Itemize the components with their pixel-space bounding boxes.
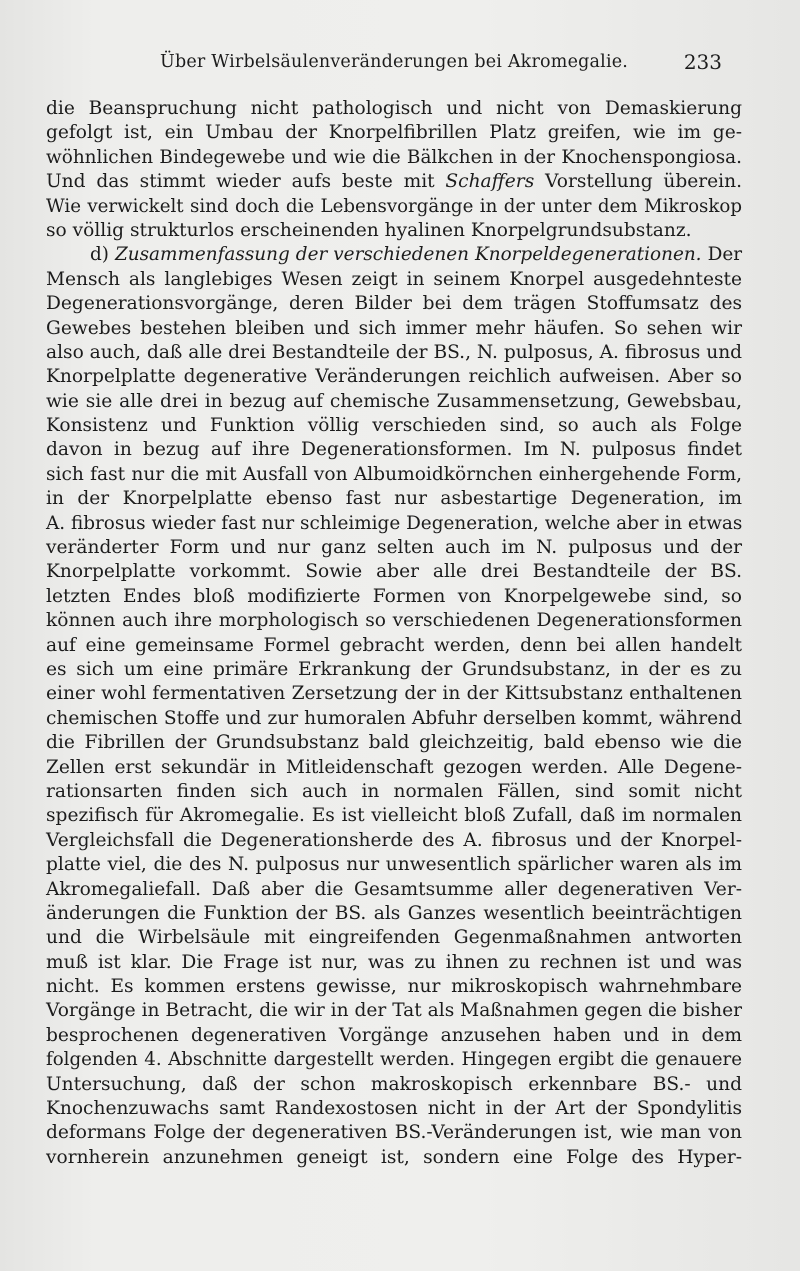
italic-emphasis: Zusammenfassung der verschiedenen Knorpeldegenerationen.	[115, 244, 702, 266]
text-line: Vorgänge in Betracht, die wir in der Tat als Maßnahmen gegen die bisher	[46, 1000, 742, 1022]
text-line: in der Knorpelplatte ebenso fast nur asbestartige Degeneration, im	[46, 488, 742, 510]
text-line	[46, 243, 742, 267]
text-line: rationsarten finden sich auch in normalen Fällen, sind somit nicht	[46, 780, 742, 802]
text-line: deformans Folge der degenerativen BS.-Veränderungen ist, wie man von	[46, 1122, 742, 1144]
text-line: sich fast nur die mit Ausfall von Albumoidkörnchen einhergehende Form,	[46, 463, 742, 485]
text-line: A. fibrosus wieder fast nur schleimige Degeneration, welche aber in etwas	[46, 512, 743, 534]
text-line: veränderter Form und nur ganz selten auch im N. pulposus und der	[46, 537, 742, 559]
italic-emphasis: Schaffers	[445, 171, 535, 193]
text-line: Degenerationsvorgänge, deren Bilder bei dem trägen Stoffumsatz des	[46, 293, 742, 315]
text-line: davon in bezug auf ihre Degenerationsformen. Im N. pulposus findet	[46, 439, 742, 461]
text-line: die Fibrillen der Grundsubstanz bald gleichzeitig, bald ebenso wie die	[46, 732, 742, 754]
text-line: Knochenzuwachs samt Randexostosen nicht in der Art der Spondylitis	[46, 1098, 742, 1120]
text-line: spezifisch für Akromegalie. Es ist vielleicht bloß Zufall, daß im normalen	[46, 805, 742, 827]
text-line: also auch, daß alle drei Bestandteile der BS., N. pulposus, A. fibrosus und	[46, 341, 743, 363]
text-line: nicht. Es kommen erstens gewisse, nur mikroskopisch wahrnehmbare	[46, 976, 742, 998]
text-line: folgenden 4. Abschnitte dargestellt werden. Hingegen ergibt die genauere	[46, 1049, 742, 1071]
text-line: Vergleichsfall die Degenerationsherde des A. fibrosus und der Knorpel-	[46, 829, 742, 851]
text-segment: d)	[90, 244, 115, 266]
text-line: chemischen Stoffe und zur humoralen Abfuhr derselben kommt, während	[46, 707, 742, 729]
text-line: gefolgt ist, ein Umbau der Knorpelfibrillen Platz greifen, wie im ge-	[46, 122, 742, 144]
text-line: änderungen die Funktion der BS. als Ganzes wesentlich beeinträchtigen	[46, 902, 742, 924]
text-line: die Beanspruchung nicht pathologisch und nicht von Demaskierung	[46, 98, 742, 119]
text-line: Wie verwickelt sind doch die Lebensvorgänge in der unter dem Mikroskop	[46, 195, 742, 217]
text-line: Untersuchung, daß der schon makroskopisch erkennbare BS.- und	[46, 1073, 742, 1095]
text-line: einer wohl fermentativen Zersetzung der in der Kittsubstanz enthaltenen	[46, 683, 742, 705]
text-line: Mensch als langlebiges Wesen zeigt in seinem Knorpel ausgedehnteste	[46, 268, 742, 290]
text-segment: Und das stimmt wieder aufs beste mit	[46, 171, 446, 193]
text-line: muß ist klar. Die Frage ist nur, was zu ihnen zu rechnen ist und was	[46, 951, 742, 973]
text-line	[46, 170, 742, 194]
text-line: Zellen erst sekundär in Mitleidenschaft gezogen werden. Alle Degene-	[46, 756, 742, 778]
text-line: so völlig strukturlos erscheinenden hyalinen Knorpelgrundsubstanz.	[46, 219, 692, 241]
text-segment: Der	[701, 244, 743, 266]
text-segment: Vorstellung überein.	[534, 171, 743, 193]
text-line: letzten Endes bloß modifizierte Formen von Knorpelgewebe sind, so	[46, 585, 742, 607]
body-text	[46, 97, 742, 1170]
text-line: und die Wirbelsäule mit eingreifenden Gegenmaßnahmen antworten	[46, 927, 742, 949]
text-line: Knorpelplatte vorkommt. Sowie aber alle drei Bestandteile der BS.	[46, 561, 742, 583]
running-title: Über Wirbelsäulenveränderungen bei Akromegalie.	[160, 52, 629, 72]
text-line: wie sie alle drei in bezug auf chemische Zusammensetzung, Gewebsbau,	[46, 390, 742, 412]
text-line: besprochenen degenerativen Vorgänge anzusehen haben und in dem	[46, 1024, 742, 1046]
text-line: Knorpelplatte degenerative Veränderungen reichlich aufweisen. Aber so	[46, 366, 742, 388]
text-line: platte viel, die des N. pulposus nur unwesentlich spärlicher waren als im	[46, 854, 742, 876]
text-line: es sich um eine primäre Erkrankung der Grundsubstanz, in der es zu	[46, 658, 742, 680]
page-number: 233	[683, 50, 722, 74]
text-line: Gewebes bestehen bleiben und sich immer mehr häufen. So sehen wir	[46, 317, 742, 339]
text-line: auf eine gemeinsame Formel gebracht werden, denn bei allen handelt	[46, 634, 742, 656]
text-line: wöhnlichen Bindegewebe und wie die Bälkchen in der Knochenspongiosa.	[46, 146, 742, 168]
text-line: vornherein anzunehmen geneigt ist, sondern eine Folge des Hyper-	[46, 1146, 742, 1168]
text-line: Konsistenz und Funktion völlig verschieden sind, so auch als Folge	[46, 415, 742, 437]
text-line: können auch ihre morphologisch so verschiedenen Degenerationsformen	[46, 610, 742, 632]
text-line: Akromegaliefall. Daß aber die Gesamtsumme aller degenerativen Ver-	[46, 878, 742, 900]
